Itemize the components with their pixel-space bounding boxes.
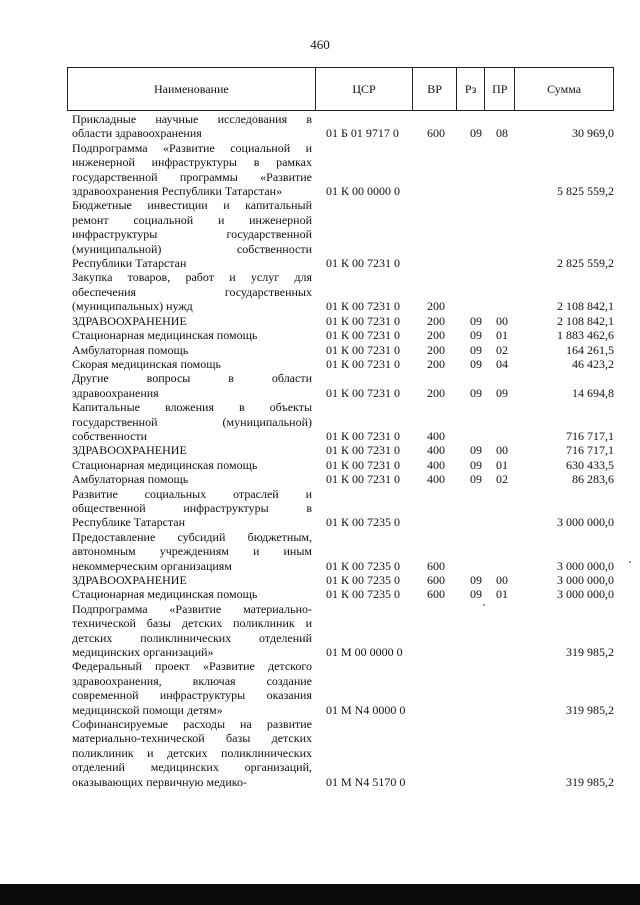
table-row (72, 400, 614, 443)
row-name-line: Софинансируемые расходы на развитие (72, 717, 312, 732)
row-rz: 09 (470, 328, 482, 343)
column-header-rz: Рз (456, 68, 485, 111)
row-name-line: Капитальные вложения в объекты (72, 400, 312, 415)
row-name-line: автономным учреждениям и иным (72, 544, 312, 559)
table-row (72, 573, 614, 587)
row-name-line: Подпрограмма «Развитие материально- (72, 601, 312, 616)
row-sum: 630 433,5 (566, 457, 614, 472)
table-row (72, 602, 614, 660)
row-pr: 01 (496, 457, 508, 472)
row-pr: 01 (496, 587, 508, 602)
row-name (72, 357, 312, 371)
row-name (72, 371, 312, 400)
scan-bottom-border (0, 884, 640, 905)
row-csr: 01 К 00 7231 0 (326, 385, 401, 400)
row-csr: 01 М N4 0000 0 (326, 702, 406, 717)
row-name-line: Подпрограмма «Развитие социальной и (72, 140, 312, 155)
row-vr: 400 (427, 443, 445, 458)
table-row (72, 343, 614, 357)
row-name-line: Амбулаторная помощь (72, 472, 189, 487)
row-vr: 600 (427, 573, 445, 587)
row-vr: 200 (427, 385, 445, 400)
row-csr: 01 К 00 7231 0 (326, 342, 401, 357)
row-sum: 319 985,2 (566, 645, 614, 660)
row-pr: 00 (496, 313, 508, 328)
column-header-pr: ПР (485, 68, 515, 111)
row-sum: 3 000 000,0 (557, 558, 614, 573)
row-sum: 3 000 000,0 (557, 587, 614, 602)
row-name-line: Федеральный проект «Развитие детского (72, 659, 312, 674)
row-pr: 00 (496, 573, 508, 587)
row-csr: 01 К 00 7231 0 (326, 328, 401, 343)
row-rz: 09 (470, 342, 482, 357)
row-name (72, 141, 312, 199)
row-rz: 09 (470, 356, 482, 371)
row-vr: 400 (427, 457, 445, 472)
row-sum: 319 985,2 (566, 774, 614, 789)
row-name-line: Стационарная медицинская помощь (72, 328, 258, 343)
table-row (72, 530, 614, 573)
row-sum: 46 423,2 (572, 356, 614, 371)
row-csr: 01 К 00 7231 0 (326, 313, 401, 328)
scan-speck (483, 604, 485, 606)
row-name-line: Республике Татарстан (72, 515, 186, 530)
row-csr: 01 К 00 0000 0 (326, 184, 401, 199)
row-pr: 09 (496, 385, 508, 400)
row-name-line: Стационарная медицинская помощь (72, 457, 258, 472)
row-name-line: (муниципальных) нужд (72, 299, 193, 314)
row-name-line: Республики Татарстан (72, 256, 187, 271)
table-row (72, 198, 614, 270)
row-name-line: собственности (72, 428, 148, 443)
row-name (72, 602, 312, 660)
table-row (72, 458, 614, 472)
table-row (72, 112, 614, 141)
row-sum: 2 108 842,1 (557, 299, 614, 314)
row-csr: 01 Б 01 9717 0 (326, 126, 399, 141)
table-row (72, 270, 614, 313)
column-header-csr: ЦСР (315, 68, 413, 111)
row-name-line: Развитие социальных отраслей и (72, 486, 312, 501)
row-rz: 09 (470, 385, 482, 400)
row-sum: 30 969,0 (572, 126, 614, 141)
row-csr: 01 К 00 7231 0 (326, 299, 401, 314)
row-sum: 5 825 559,2 (557, 184, 614, 199)
row-name-line: Прикладные научные исследования в (72, 112, 312, 126)
row-rz: 09 (470, 126, 482, 141)
row-pr: 04 (496, 356, 508, 371)
table-row (72, 659, 614, 717)
row-name (72, 270, 312, 313)
row-name-line: ремонт социальной и инженерной (72, 212, 312, 227)
column-header-name: Наименование (68, 68, 316, 111)
row-name (72, 343, 312, 357)
row-name-line: материально-технической базы детских (72, 731, 312, 746)
row-name (72, 314, 312, 328)
row-sum: 2 825 559,2 (557, 256, 614, 271)
row-csr: 01 К 00 7231 0 (326, 472, 401, 487)
scan-speck (629, 561, 631, 563)
row-name (72, 458, 312, 472)
row-name-line: общественной инфраструктуры в (72, 500, 312, 515)
page-number: 460 (310, 37, 330, 52)
table-row (72, 371, 614, 400)
row-vr: 400 (427, 472, 445, 487)
row-name-line: поликлиник и детских поликлинических (72, 745, 312, 760)
table-body (72, 112, 614, 789)
row-name-line: здравоохранения (72, 385, 159, 400)
row-sum: 716 717,1 (566, 428, 614, 443)
row-name-line: Скорая медицинская помощь (72, 356, 221, 371)
row-name-line: оказывающих первичную медико- (72, 774, 248, 789)
row-name-line: медицинской помощи детям» (72, 702, 223, 717)
row-csr: 01 К 00 7235 0 (326, 587, 401, 602)
table-row (72, 314, 614, 328)
row-rz: 09 (470, 457, 482, 472)
row-vr: 200 (427, 328, 445, 343)
table-row (72, 472, 614, 486)
table-row (72, 443, 614, 457)
row-name-line: ЗДРАВООХРАНЕНИЕ (72, 443, 187, 458)
row-pr: 02 (496, 472, 508, 487)
row-pr: 08 (496, 126, 508, 141)
row-name (72, 112, 312, 141)
row-vr: 600 (427, 558, 445, 573)
row-name (72, 587, 312, 601)
row-csr: 01 К 00 7231 0 (326, 256, 401, 271)
row-name (72, 400, 312, 443)
row-csr: 01 К 00 7231 0 (326, 428, 401, 443)
table-row (72, 587, 614, 601)
row-csr: 01 К 00 7235 0 (326, 558, 401, 573)
table-row (72, 141, 614, 199)
row-sum: 319 985,2 (566, 702, 614, 717)
row-sum: 3 000 000,0 (557, 515, 614, 530)
row-csr: 01 К 00 7231 0 (326, 457, 401, 472)
row-name-line: Другие вопросы в области (72, 371, 312, 386)
row-name-line: ЗДРАВООХРАНЕНИЕ (72, 573, 187, 587)
row-name-line: медицинских организаций» (72, 645, 214, 660)
row-csr: 01 К 00 7231 0 (326, 443, 401, 458)
row-name-line: отделений медицинских организаций, (72, 760, 312, 775)
row-vr: 200 (427, 342, 445, 357)
row-name-line: Предоставление субсидий бюджетным, (72, 529, 312, 544)
row-name-line: некоммерческим организациям (72, 558, 232, 573)
row-vr: 200 (427, 313, 445, 328)
row-name-line: государственной программы «Развитие (72, 169, 312, 184)
table-row (72, 487, 614, 530)
table-header (67, 67, 614, 111)
row-sum: 164 261,5 (566, 342, 614, 357)
row-name (72, 328, 312, 342)
row-name-line: государственной (муниципальной) (72, 414, 312, 429)
row-name-line: инфраструктуры государственной (72, 227, 312, 242)
row-pr: 00 (496, 443, 508, 458)
row-sum: 2 108 842,1 (557, 313, 614, 328)
row-csr: 01 К 00 7231 0 (326, 356, 401, 371)
row-name (72, 472, 312, 486)
column-header-vr: ВР (413, 68, 456, 111)
row-name-line: технической базы детских поликлиник и (72, 616, 312, 631)
row-name-line: Стационарная медицинская помощь (72, 587, 258, 602)
row-vr: 200 (427, 356, 445, 371)
row-name (72, 717, 312, 789)
row-rz: 09 (470, 573, 482, 587)
row-csr: 01 М 00 0000 0 (326, 645, 403, 660)
row-name (72, 530, 312, 573)
row-name (72, 198, 312, 270)
row-sum: 86 283,6 (572, 472, 614, 487)
row-sum: 716 717,1 (566, 443, 614, 458)
row-rz: 09 (470, 587, 482, 602)
row-name (72, 659, 312, 717)
row-name (72, 443, 312, 457)
table-row (72, 357, 614, 371)
row-name-line: здравоохранения, включая создание (72, 673, 312, 688)
row-sum: 3 000 000,0 (557, 573, 614, 587)
row-csr: 01 К 00 7235 0 (326, 573, 401, 587)
table-row (72, 717, 614, 789)
row-csr: 01 М N4 5170 0 (326, 774, 406, 789)
table-row (72, 328, 614, 342)
row-vr: 400 (427, 428, 445, 443)
row-name-line: обеспечения государственных (72, 284, 312, 299)
row-name-line: современной инфраструктуры оказания (72, 688, 312, 703)
row-sum: 1 883 462,6 (557, 328, 614, 343)
row-sum: 14 694,8 (572, 385, 614, 400)
row-rz: 09 (470, 443, 482, 458)
row-name-line: Бюджетные инвестиции и капитальный (72, 198, 312, 213)
row-rz: 09 (470, 472, 482, 487)
row-name-line: здравоохранения Республики Татарстан» (72, 184, 283, 199)
row-pr: 02 (496, 342, 508, 357)
row-name (72, 487, 312, 530)
row-vr: 600 (427, 587, 445, 602)
row-csr: 01 К 00 7235 0 (326, 515, 401, 530)
row-rz: 09 (470, 313, 482, 328)
row-name-line: инженерной инфраструктуры в рамках (72, 155, 312, 170)
row-name-line: ЗДРАВООХРАНЕНИЕ (72, 313, 187, 328)
row-name-line: (муниципальной) собственности (72, 241, 312, 256)
row-pr: 01 (496, 328, 508, 343)
row-name (72, 573, 312, 587)
row-vr: 600 (427, 126, 445, 141)
row-name-line: области здравоохранения (72, 126, 202, 141)
row-name-line: Закупка товаров, работ и услуг для (72, 270, 312, 285)
row-vr: 200 (427, 299, 445, 314)
row-name-line: детских поликлинических отделений (72, 630, 312, 645)
column-header-sum: Сумма (515, 68, 614, 111)
row-name-line: Амбулаторная помощь (72, 342, 189, 357)
